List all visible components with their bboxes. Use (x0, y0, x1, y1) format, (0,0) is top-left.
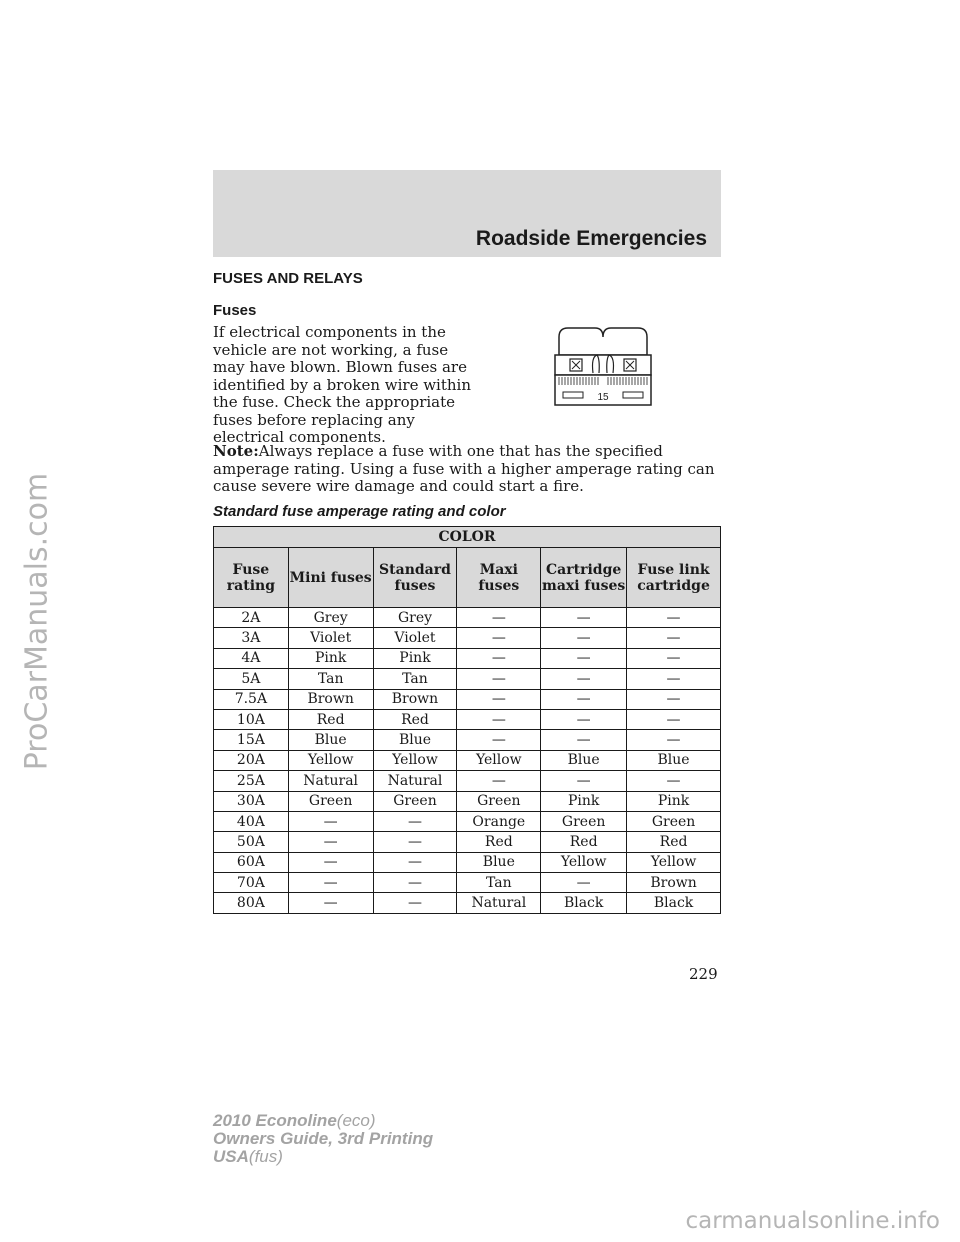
table-cell: 5A (214, 669, 289, 689)
table-cell: 80A (214, 893, 289, 913)
table-cell: — (457, 689, 541, 709)
table-cell: Red (373, 709, 457, 729)
table-cell: Yellow (288, 750, 373, 770)
column-header: Cartridge maxi fuses (541, 548, 627, 608)
table-cell: — (541, 648, 627, 668)
table-cell: — (457, 669, 541, 689)
table-row (214, 893, 721, 913)
table-cell: — (457, 628, 541, 648)
table-cell: — (373, 852, 457, 872)
table-cell: — (627, 771, 721, 791)
column-header: Maxi fuses (457, 548, 541, 608)
fuse-color-table (213, 526, 721, 914)
table-cell: — (288, 893, 373, 913)
table-cell: 50A (214, 832, 289, 852)
page-number: 229 (689, 965, 718, 983)
table-cell: 7.5A (214, 689, 289, 709)
side-watermark-text: ProCarManuals.com (19, 472, 55, 770)
column-header: Standard fuses (373, 548, 457, 608)
table-row (214, 709, 721, 729)
table-cell: — (541, 608, 627, 628)
note-paragraph (213, 443, 721, 496)
table-cell: Violet (373, 628, 457, 648)
table-row (214, 689, 721, 709)
table-cell: — (541, 689, 627, 709)
table-cell: Blue (627, 750, 721, 770)
table-title: Standard fuse amperage rating and color (213, 503, 506, 520)
page-heading: FUSES AND RELAYS (213, 270, 363, 287)
table-row (214, 648, 721, 668)
table-cell: Tan (288, 669, 373, 689)
table-cell: Green (457, 791, 541, 811)
table-cell: Blue (457, 852, 541, 872)
table-row (214, 730, 721, 750)
table-cell: — (627, 628, 721, 648)
table-cell: — (541, 771, 627, 791)
table-cell: Brown (288, 689, 373, 709)
document-footer (213, 1112, 433, 1166)
table-cell: 20A (214, 750, 289, 770)
table-cell: — (541, 709, 627, 729)
table-cell: — (627, 608, 721, 628)
table-cell: Green (288, 791, 373, 811)
table-row (214, 852, 721, 872)
table-cell: — (373, 832, 457, 852)
table-row (214, 628, 721, 648)
side-watermark (12, 0, 62, 1242)
table-cell: Yellow (373, 750, 457, 770)
table-cell: Grey (373, 608, 457, 628)
table-cell: Red (288, 709, 373, 729)
table-cell: Pink (288, 648, 373, 668)
table-cell: — (457, 608, 541, 628)
table-row (214, 771, 721, 791)
table-cell: — (373, 873, 457, 893)
footer-edition: Owners Guide, 3rd Printing (213, 1129, 434, 1148)
table-cell: 15A (214, 730, 289, 750)
table-cell: Blue (541, 750, 627, 770)
column-header: Fuse link cartridge (627, 548, 721, 608)
note-label: Note: (213, 442, 259, 460)
column-header: Fuse rating (214, 548, 289, 608)
table-cell: Black (627, 893, 721, 913)
color-group-header: COLOR (214, 527, 721, 548)
table-cell: Red (457, 832, 541, 852)
table-cell: Tan (373, 669, 457, 689)
table-cell: — (541, 730, 627, 750)
table-cell: — (541, 628, 627, 648)
table-cell: Natural (457, 893, 541, 913)
table-cell: — (457, 709, 541, 729)
table-cell: Natural (288, 771, 373, 791)
table-cell: — (627, 709, 721, 729)
table-cell: 40A (214, 811, 289, 831)
table-cell: Blue (288, 730, 373, 750)
table-cell: Green (627, 811, 721, 831)
footer-market-tag: (fus) (248, 1147, 283, 1166)
table-cell: Pink (373, 648, 457, 668)
table-cell: Red (627, 832, 721, 852)
table-cell: Pink (627, 791, 721, 811)
table-cell: — (627, 730, 721, 750)
table-row (214, 873, 721, 893)
table-row (214, 811, 721, 831)
footer-model: 2010 Econoline (213, 1111, 337, 1130)
footer-market: USA (213, 1147, 249, 1166)
bottom-watermark: carmanualsonline.info (685, 1208, 940, 1234)
table-row (214, 669, 721, 689)
table-cell: 30A (214, 791, 289, 811)
table-cell: — (457, 730, 541, 750)
footer-model-tag: (eco) (336, 1111, 376, 1130)
table-cell: — (627, 669, 721, 689)
table-cell: Pink (541, 791, 627, 811)
table-cell: Brown (373, 689, 457, 709)
table-cell: Yellow (627, 852, 721, 872)
table-cell: Green (373, 791, 457, 811)
table-row (214, 791, 721, 811)
table-cell: Grey (288, 608, 373, 628)
table-cell: Blue (373, 730, 457, 750)
table-cell: 2A (214, 608, 289, 628)
table-cell: — (541, 669, 627, 689)
table-cell: 4A (214, 648, 289, 668)
table-cell: — (541, 873, 627, 893)
table-row (214, 750, 721, 770)
table-cell: — (373, 893, 457, 913)
table-cell: — (288, 832, 373, 852)
table-cell: — (288, 873, 373, 893)
table-row (214, 608, 721, 628)
table-cell: 3A (214, 628, 289, 648)
table-cell: Green (541, 811, 627, 831)
table-cell: 70A (214, 873, 289, 893)
table-cell: — (457, 648, 541, 668)
table-cell: Natural (373, 771, 457, 791)
table-row (214, 832, 721, 852)
table-cell: 10A (214, 709, 289, 729)
table-cell: — (457, 771, 541, 791)
column-header: Mini fuses (288, 548, 373, 608)
table-cell: Black (541, 893, 627, 913)
intro-paragraph: If electrical components in the vehicle are not working, a fuse may have blown. Blown fuses are identified by a broken wire within the fuse. Check the appropriate fuses before replacing any electrical components. (213, 323, 472, 446)
table-cell: Yellow (541, 852, 627, 872)
table-cell: Yellow (457, 750, 541, 770)
note-text: Always replace a fuse with one that has the specified amperage rating. Using a fuse with a higher amperage rating can cause severe wire damage and could start a fire. (213, 442, 715, 495)
table-cell: 60A (214, 852, 289, 872)
table-cell: — (627, 689, 721, 709)
table-cell: — (627, 648, 721, 668)
table-cell: Tan (457, 873, 541, 893)
subheading: Fuses (213, 302, 257, 319)
section-header-band (213, 170, 721, 257)
section-title: Roadside Emergencies (475, 227, 707, 250)
table-cell: Orange (457, 811, 541, 831)
table-cell: — (288, 811, 373, 831)
fuse-illustration (553, 325, 653, 411)
table-cell: Brown (627, 873, 721, 893)
table-cell: — (373, 811, 457, 831)
fuse-rating-label: 15 (597, 392, 609, 403)
table-cell: Violet (288, 628, 373, 648)
table-cell: 25A (214, 771, 289, 791)
table-cell: Red (541, 832, 627, 852)
table-cell: — (288, 852, 373, 872)
